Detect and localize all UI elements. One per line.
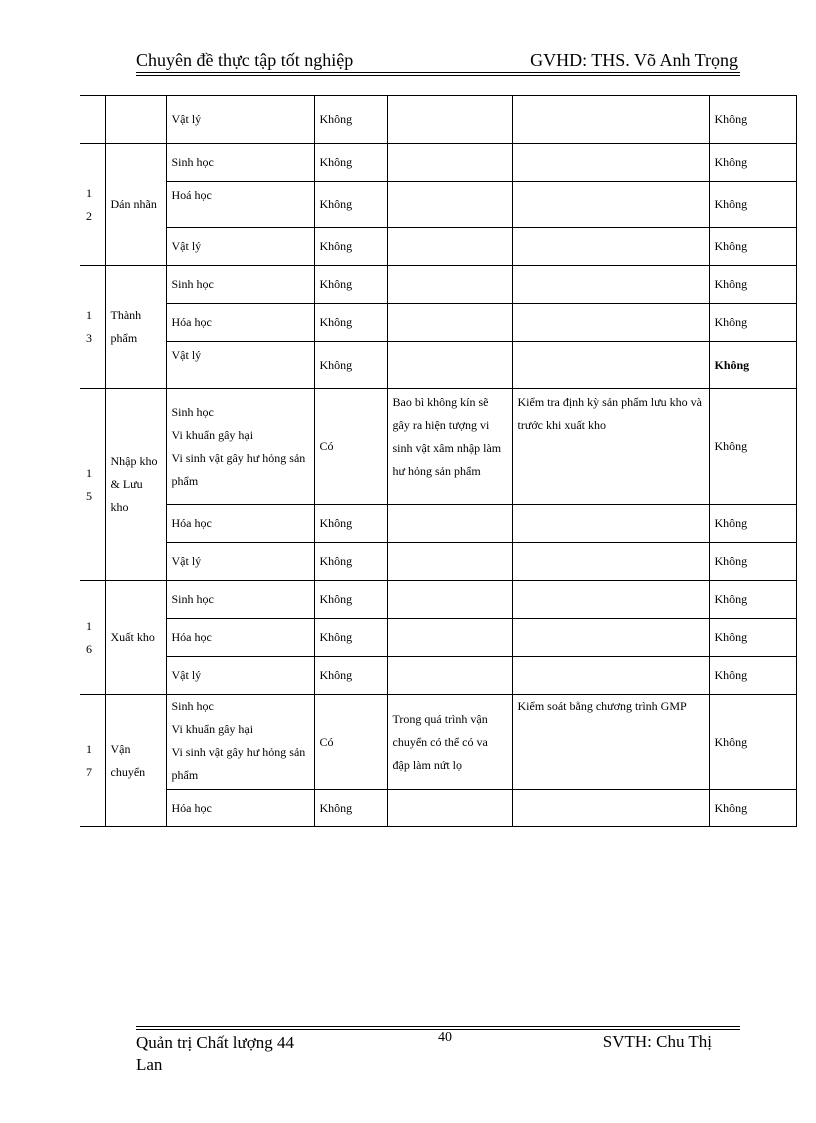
table-row <box>80 543 796 581</box>
reason <box>387 228 512 266</box>
footer-author: SVTH: Chu Thị <box>602 1032 712 1051</box>
control <box>512 342 709 389</box>
table-row <box>80 581 796 619</box>
table-row <box>80 695 796 790</box>
significant: Không <box>314 581 387 619</box>
reason <box>387 342 512 389</box>
hazard-type: Sinh học <box>166 144 314 182</box>
ccp-decision: Không <box>709 543 796 581</box>
reason <box>387 505 512 543</box>
control <box>512 581 709 619</box>
hazard-type: Hóa học <box>166 619 314 657</box>
table-row <box>80 619 796 657</box>
step-name: Thành phẩm <box>105 266 166 389</box>
num-cell <box>80 96 105 144</box>
hazard-type: Sinh học Vi khuẩn gây hại Vi sinh vật gây hư hỏng sản phẩm <box>166 695 314 790</box>
control <box>512 657 709 695</box>
ccp-decision: Không <box>709 182 796 228</box>
reason <box>387 790 512 827</box>
page-number: 40 <box>438 1030 452 1045</box>
control: Kiểm tra định kỳ sản phẩm lưu kho và trước khi xuất kho <box>512 389 709 505</box>
reason <box>387 266 512 304</box>
ccp-decision: Không <box>709 342 796 389</box>
significant: Không <box>314 144 387 182</box>
reason <box>387 657 512 695</box>
table-row <box>80 657 796 695</box>
control <box>512 266 709 304</box>
ccp-decision: Không <box>709 144 796 182</box>
significant: Không <box>314 182 387 228</box>
ccp-decision: Không <box>709 581 796 619</box>
hazard-type: Hoá học <box>166 182 314 228</box>
reason: Bao bì không kín sẽ gây ra hiện tượng vi sinh vật xâm nhập làm hư hỏng sản phẩm <box>387 389 512 505</box>
step-name: Nhập kho & Lưu kho <box>105 389 166 581</box>
table-row <box>80 96 796 144</box>
significant: Không <box>314 505 387 543</box>
ccp-decision: Không <box>709 304 796 342</box>
control <box>512 619 709 657</box>
significant: Không <box>314 543 387 581</box>
header-advisor: GVHD: THS. Võ Anh Trọng <box>530 50 738 70</box>
significant: Không <box>314 266 387 304</box>
control <box>512 182 709 228</box>
step-number: 1 7 <box>80 695 105 827</box>
ccp-decision: Không <box>709 389 796 505</box>
table-row <box>80 182 796 228</box>
step-number: 1 3 <box>80 266 105 389</box>
reason <box>387 581 512 619</box>
header-rule-2 <box>136 75 740 76</box>
ccp-decision: Không <box>709 657 796 695</box>
significant: Không <box>314 619 387 657</box>
table-row <box>80 389 796 505</box>
control <box>512 144 709 182</box>
header-rule <box>136 72 740 73</box>
significant: Không <box>314 304 387 342</box>
significant: Có <box>314 389 387 505</box>
step-cell <box>105 96 166 144</box>
significant: Không <box>314 342 387 389</box>
hazard-type: Hóa học <box>166 790 314 827</box>
reason <box>387 96 512 144</box>
hazard-type: Vật lý <box>166 342 314 389</box>
footer-left: Quản trị Chất lượng 44 Lan <box>136 1033 294 1074</box>
ccp-decision: Không <box>709 505 796 543</box>
table-row <box>80 228 796 266</box>
significant: Không <box>314 790 387 827</box>
hazard-type: Vật lý <box>166 657 314 695</box>
table-row <box>80 304 796 342</box>
hazard-type: Hóa học <box>166 505 314 543</box>
reason <box>387 182 512 228</box>
ccp-decision: Không <box>709 790 796 827</box>
page-header <box>136 50 740 72</box>
ccp-decision: Không <box>709 96 796 144</box>
table-row <box>80 266 796 304</box>
header-title: Chuyên đề thực tập tốt nghiệp <box>136 50 354 70</box>
hazard-type: Sinh học Vi khuẩn gây hại Vi sinh vật gây hư hỏng sản phẩm <box>166 389 314 505</box>
significant: Có <box>314 695 387 790</box>
ccp-decision: Không <box>709 228 796 266</box>
reason: Trong quá trình vận chuyển có thể có va đập làm nứt lọ <box>387 695 512 790</box>
step-name: Dán nhãn <box>105 144 166 266</box>
hazard-type: Vật lý <box>166 543 314 581</box>
ccp-decision: Không <box>709 619 796 657</box>
control: Kiểm soát bằng chương trình GMP <box>512 695 709 790</box>
table-row <box>80 144 796 182</box>
step-name: Xuất kho <box>105 581 166 695</box>
ccp-decision: Không <box>709 266 796 304</box>
control <box>512 543 709 581</box>
hazard-type: Sinh học <box>166 266 314 304</box>
hazard-type: Hóa học <box>166 304 314 342</box>
step-number: 1 5 <box>80 389 105 581</box>
hazard-type: Sinh học <box>166 581 314 619</box>
hazard-type: Vật lý <box>166 228 314 266</box>
reason <box>387 619 512 657</box>
control <box>512 505 709 543</box>
significant: Không <box>314 657 387 695</box>
reason <box>387 304 512 342</box>
control <box>512 304 709 342</box>
table-row <box>80 790 796 827</box>
control <box>512 790 709 827</box>
reason <box>387 543 512 581</box>
reason <box>387 144 512 182</box>
control <box>512 96 709 144</box>
significant: Không <box>314 228 387 266</box>
table-row <box>80 505 796 543</box>
step-number: 1 6 <box>80 581 105 695</box>
significant: Không <box>314 96 387 144</box>
hazard-type: Vật lý <box>166 96 314 144</box>
step-number: 1 2 <box>80 144 105 266</box>
step-name: Vận chuyển <box>105 695 166 827</box>
ccp-decision: Không <box>709 695 796 790</box>
table-row <box>80 342 796 389</box>
hazard-analysis-table <box>80 95 797 827</box>
page-footer <box>136 1032 740 1076</box>
footer-rule <box>136 1026 740 1027</box>
control <box>512 228 709 266</box>
